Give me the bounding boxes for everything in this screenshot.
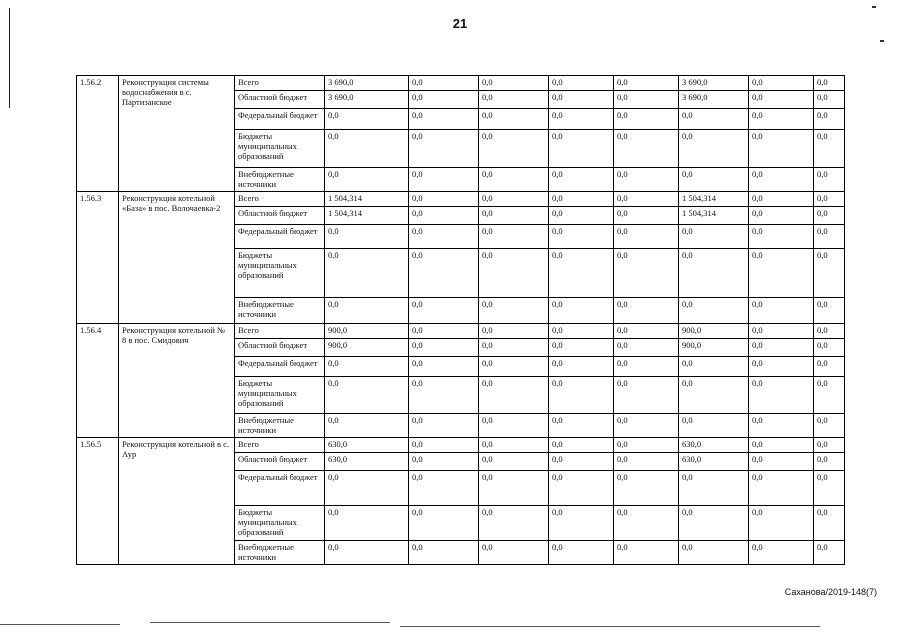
amount-cell: 0,0 xyxy=(409,167,479,191)
amount-cell: 0,0 xyxy=(814,167,845,191)
amount-cell: 0,0 xyxy=(749,76,814,91)
amount-cell: 0,0 xyxy=(479,91,549,109)
funding-source: Областной бюджет xyxy=(235,453,325,471)
amount-cell: 0,0 xyxy=(814,191,845,206)
amount-cell: 0,0 xyxy=(614,109,679,130)
amount-cell: 0,0 xyxy=(409,506,479,541)
amount-cell: 0,0 xyxy=(409,224,479,249)
amount-cell: 0,0 xyxy=(814,506,845,541)
funding-source: Бюджеты муниципальных образований xyxy=(235,506,325,541)
amount-cell: 0,0 xyxy=(549,453,614,471)
amount-cell: 0,0 xyxy=(814,541,845,565)
amount-cell: 0,0 xyxy=(479,323,549,338)
amount-cell: 0,0 xyxy=(325,109,409,130)
amount-cell: 0,0 xyxy=(679,470,749,505)
amount-cell: 0,0 xyxy=(814,437,845,452)
funding-source: Бюджеты муниципальных образований xyxy=(235,377,325,414)
amount-cell: 0,0 xyxy=(549,167,614,191)
table-row xyxy=(77,437,845,452)
funding-source: Внебюджетные источники xyxy=(235,414,325,438)
item-title: Реконструкция котельной № 8 в пос. Смидович xyxy=(119,323,235,437)
funding-source: Областной бюджет xyxy=(235,206,325,224)
amount-cell: 0,0 xyxy=(409,91,479,109)
amount-cell: 0,0 xyxy=(814,470,845,505)
amount-cell: 0,0 xyxy=(749,377,814,414)
amount-cell: 0,0 xyxy=(325,224,409,249)
amount-cell: 0,0 xyxy=(679,249,749,297)
item-title: Реконструкция системы водоснабжения в с. Партизанское xyxy=(119,76,235,192)
amount-cell: 0,0 xyxy=(814,414,845,438)
amount-cell: 1 504,314 xyxy=(679,206,749,224)
amount-cell: 0,0 xyxy=(549,297,614,323)
amount-cell: 0,0 xyxy=(409,377,479,414)
amount-cell: 0,0 xyxy=(549,206,614,224)
amount-cell: 0,0 xyxy=(479,191,549,206)
amount-cell: 0,0 xyxy=(479,109,549,130)
amount-cell: 0,0 xyxy=(409,297,479,323)
amount-cell: 0,0 xyxy=(814,109,845,130)
amount-cell: 0,0 xyxy=(614,206,679,224)
amount-cell: 0,0 xyxy=(409,356,479,377)
amount-cell: 0,0 xyxy=(325,377,409,414)
amount-cell: 0,0 xyxy=(614,470,679,505)
amount-cell: 630,0 xyxy=(325,453,409,471)
amount-cell: 0,0 xyxy=(549,191,614,206)
amount-cell: 0,0 xyxy=(749,91,814,109)
amount-cell: 0,0 xyxy=(325,414,409,438)
amount-cell: 0,0 xyxy=(479,224,549,249)
amount-cell: 0,0 xyxy=(679,297,749,323)
amount-cell: 0,0 xyxy=(614,338,679,356)
funding-source: Всего xyxy=(235,323,325,338)
amount-cell: 0,0 xyxy=(614,453,679,471)
amount-cell: 0,0 xyxy=(479,356,549,377)
amount-cell: 900,0 xyxy=(325,338,409,356)
amount-cell: 0,0 xyxy=(814,297,845,323)
amount-cell: 0,0 xyxy=(479,377,549,414)
amount-cell: 630,0 xyxy=(325,437,409,452)
amount-cell: 0,0 xyxy=(749,541,814,565)
amount-cell: 0,0 xyxy=(614,191,679,206)
amount-cell: 0,0 xyxy=(749,437,814,452)
amount-cell: 0,0 xyxy=(749,414,814,438)
amount-cell: 0,0 xyxy=(479,167,549,191)
amount-cell: 0,0 xyxy=(679,541,749,565)
amount-cell: 0,0 xyxy=(614,323,679,338)
amount-cell: 0,0 xyxy=(549,76,614,91)
footer-rule xyxy=(150,622,390,623)
funding-source: Всего xyxy=(235,191,325,206)
amount-cell: 0,0 xyxy=(614,437,679,452)
amount-cell: 0,0 xyxy=(409,109,479,130)
amount-cell: 0,0 xyxy=(479,206,549,224)
amount-cell: 0,0 xyxy=(549,338,614,356)
amount-cell: 0,0 xyxy=(749,249,814,297)
amount-cell: 630,0 xyxy=(679,453,749,471)
amount-cell: 0,0 xyxy=(409,414,479,438)
footer-rule xyxy=(400,626,820,627)
amount-cell: 0,0 xyxy=(679,356,749,377)
amount-cell: 0,0 xyxy=(749,323,814,338)
amount-cell: 0,0 xyxy=(749,206,814,224)
amount-cell: 3 690,0 xyxy=(679,76,749,91)
amount-cell: 0,0 xyxy=(679,129,749,167)
amount-cell: 0,0 xyxy=(549,249,614,297)
amount-cell: 0,0 xyxy=(549,470,614,505)
amount-cell: 0,0 xyxy=(409,541,479,565)
amount-cell: 0,0 xyxy=(549,224,614,249)
amount-cell: 0,0 xyxy=(325,356,409,377)
amount-cell: 0,0 xyxy=(614,76,679,91)
amount-cell: 0,0 xyxy=(614,167,679,191)
item-code: 1.56.4 xyxy=(77,323,119,437)
amount-cell: 0,0 xyxy=(479,297,549,323)
amount-cell: 0,0 xyxy=(409,437,479,452)
amount-cell: 0,0 xyxy=(479,414,549,438)
amount-cell: 0,0 xyxy=(549,506,614,541)
amount-cell: 0,0 xyxy=(749,109,814,130)
amount-cell: 0,0 xyxy=(549,541,614,565)
footer-rule xyxy=(0,624,120,625)
amount-cell: 0,0 xyxy=(409,249,479,297)
amount-cell: 0,0 xyxy=(814,129,845,167)
amount-cell: 630,0 xyxy=(679,437,749,452)
amount-cell: 0,0 xyxy=(409,76,479,91)
amount-cell: 0,0 xyxy=(814,453,845,471)
amount-cell: 0,0 xyxy=(814,323,845,338)
amount-cell: 0,0 xyxy=(549,91,614,109)
item-code: 1.56.2 xyxy=(77,76,119,192)
amount-cell: 0,0 xyxy=(749,191,814,206)
amount-cell: 0,0 xyxy=(549,437,614,452)
scan-mark-right xyxy=(880,40,884,42)
budget-table xyxy=(76,75,845,565)
amount-cell: 0,0 xyxy=(479,506,549,541)
item-title: Реконструкция котельной в с. Аур xyxy=(119,437,235,564)
funding-source: Всего xyxy=(235,76,325,91)
funding-source: Федеральный бюджет xyxy=(235,470,325,505)
amount-cell: 0,0 xyxy=(479,470,549,505)
amount-cell: 0,0 xyxy=(679,167,749,191)
amount-cell: 0,0 xyxy=(614,249,679,297)
amount-cell: 0,0 xyxy=(679,224,749,249)
amount-cell: 0,0 xyxy=(409,191,479,206)
amount-cell: 0,0 xyxy=(814,224,845,249)
funding-source: Областной бюджет xyxy=(235,338,325,356)
amount-cell: 1 504,314 xyxy=(325,206,409,224)
amount-cell: 1 504,314 xyxy=(679,191,749,206)
amount-cell: 0,0 xyxy=(409,470,479,505)
amount-cell: 0,0 xyxy=(814,338,845,356)
amount-cell: 0,0 xyxy=(409,338,479,356)
amount-cell: 0,0 xyxy=(814,206,845,224)
amount-cell: 0,0 xyxy=(325,249,409,297)
amount-cell: 3 690,0 xyxy=(679,91,749,109)
amount-cell: 0,0 xyxy=(814,249,845,297)
amount-cell: 0,0 xyxy=(749,129,814,167)
amount-cell: 0,0 xyxy=(814,356,845,377)
funding-source: Областной бюджет xyxy=(235,91,325,109)
amount-cell: 0,0 xyxy=(325,506,409,541)
page-number: 21 xyxy=(452,16,468,31)
amount-cell: 900,0 xyxy=(679,338,749,356)
amount-cell: 0,0 xyxy=(614,224,679,249)
amount-cell: 0,0 xyxy=(549,356,614,377)
amount-cell: 0,0 xyxy=(749,338,814,356)
funding-source: Бюджеты муниципальных образований xyxy=(235,249,325,297)
amount-cell: 0,0 xyxy=(479,453,549,471)
funding-source: Федеральный бюджет xyxy=(235,224,325,249)
amount-cell: 0,0 xyxy=(749,167,814,191)
amount-cell: 0,0 xyxy=(325,167,409,191)
amount-cell: 0,0 xyxy=(549,109,614,130)
funding-source: Всего xyxy=(235,437,325,452)
funding-source: Внебюджетные источники xyxy=(235,297,325,323)
amount-cell: 0,0 xyxy=(549,129,614,167)
amount-cell: 0,0 xyxy=(614,414,679,438)
funding-source: Федеральный бюджет xyxy=(235,356,325,377)
amount-cell: 0,0 xyxy=(614,297,679,323)
amount-cell: 0,0 xyxy=(614,377,679,414)
document-code: Саханова/2019-148(7) xyxy=(784,587,877,597)
amount-cell: 0,0 xyxy=(549,377,614,414)
amount-cell: 0,0 xyxy=(749,470,814,505)
amount-cell: 0,0 xyxy=(749,224,814,249)
funding-source: Внебюджетные источники xyxy=(235,541,325,565)
amount-cell: 0,0 xyxy=(679,506,749,541)
funding-source: Внебюджетные источники xyxy=(235,167,325,191)
amount-cell: 0,0 xyxy=(549,323,614,338)
amount-cell: 0,0 xyxy=(614,506,679,541)
amount-cell: 0,0 xyxy=(679,414,749,438)
amount-cell: 0,0 xyxy=(409,323,479,338)
amount-cell: 0,0 xyxy=(814,76,845,91)
amount-cell: 0,0 xyxy=(479,541,549,565)
amount-cell: 0,0 xyxy=(409,129,479,167)
amount-cell: 0,0 xyxy=(479,338,549,356)
amount-cell: 0,0 xyxy=(479,249,549,297)
scan-edge-line xyxy=(9,8,10,108)
funding-source: Бюджеты муниципальных образований xyxy=(235,129,325,167)
amount-cell: 0,0 xyxy=(325,470,409,505)
scan-mark-top xyxy=(872,6,876,8)
item-code: 1.56.5 xyxy=(77,437,119,564)
amount-cell: 0,0 xyxy=(614,129,679,167)
table-row xyxy=(77,323,845,338)
amount-cell: 0,0 xyxy=(749,453,814,471)
amount-cell: 0,0 xyxy=(479,76,549,91)
amount-cell: 900,0 xyxy=(679,323,749,338)
amount-cell: 900,0 xyxy=(325,323,409,338)
table-row xyxy=(77,191,845,206)
amount-cell: 0,0 xyxy=(325,297,409,323)
amount-cell: 0,0 xyxy=(749,506,814,541)
amount-cell: 0,0 xyxy=(409,453,479,471)
amount-cell: 0,0 xyxy=(614,541,679,565)
amount-cell: 0,0 xyxy=(814,91,845,109)
item-title: Реконструкция котельной «База» в пос. Волочаевка-2 xyxy=(119,191,235,323)
amount-cell: 0,0 xyxy=(614,356,679,377)
amount-cell: 0,0 xyxy=(549,414,614,438)
amount-cell: 0,0 xyxy=(409,206,479,224)
amount-cell: 3 690,0 xyxy=(325,91,409,109)
amount-cell: 0,0 xyxy=(814,377,845,414)
amount-cell: 0,0 xyxy=(614,91,679,109)
amount-cell: 0,0 xyxy=(325,129,409,167)
item-code: 1.56.3 xyxy=(77,191,119,323)
amount-cell: 0,0 xyxy=(749,356,814,377)
funding-source: Федеральный бюджет xyxy=(235,109,325,130)
amount-cell: 0,0 xyxy=(679,109,749,130)
amount-cell: 0,0 xyxy=(679,377,749,414)
amount-cell: 0,0 xyxy=(749,297,814,323)
amount-cell: 1 504,314 xyxy=(325,191,409,206)
amount-cell: 0,0 xyxy=(479,437,549,452)
amount-cell: 0,0 xyxy=(479,129,549,167)
table-row xyxy=(77,76,845,91)
amount-cell: 0,0 xyxy=(325,541,409,565)
amount-cell: 3 690,0 xyxy=(325,76,409,91)
